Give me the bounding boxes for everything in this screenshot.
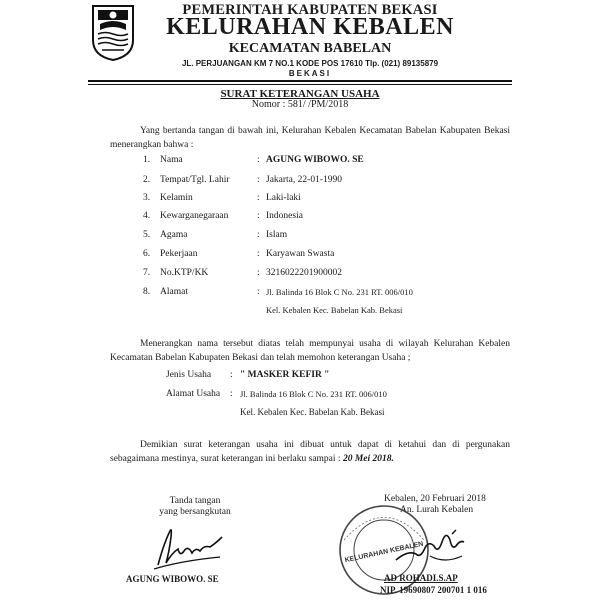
field-separator: : <box>257 193 260 203</box>
applicant-handwritten-signature <box>150 523 230 573</box>
field-label: Alamat <box>160 287 188 297</box>
intro-text: Yang bertanda tangan di bawah ini, Kelurahan Kebalen Kecamatan Babelan Kabupaten Bekasi menerangkan bahwa : <box>110 126 510 150</box>
business-type-label: Jenis Usaha <box>166 370 212 380</box>
field-number: 6. <box>143 249 151 259</box>
stamp-text: KELURAHAN KEBALEN <box>344 540 425 565</box>
closing-paragraph <box>110 438 510 466</box>
field-value-address: Jl. Balinda 16 Blok C No. 231 RT. 006/010 <box>266 287 413 297</box>
field-separator: : <box>230 370 233 380</box>
business-type-value: " MASKER KEFIR " <box>240 370 330 380</box>
field-number: 8. <box>143 287 151 297</box>
applicant-name: AGUNG WIBOWO. SE <box>126 574 219 584</box>
field-number: 1. <box>143 155 151 165</box>
business-address-value: Jl. Balinda 16 Blok C No. 231 RT. 006/010 <box>240 389 387 399</box>
regency-emblem-logo <box>90 4 136 62</box>
field-label: Tempat/Tgl. Lahir <box>160 175 230 185</box>
field-number: 4. <box>143 211 151 221</box>
field-value-id-number: 3216022201900002 <box>266 268 342 278</box>
field-number: 5. <box>143 230 151 240</box>
official-nip: NIP. 19690807 200701 1 016 <box>380 585 487 595</box>
letterhead-city: BEKASI <box>288 69 332 78</box>
applicant-signature-caption-2: yang bersangkutan <box>159 507 231 517</box>
field-separator: : <box>257 268 260 278</box>
official-handwritten-signature <box>390 520 470 572</box>
field-label: Kelamin <box>160 193 193 203</box>
field-value-gender: Laki-laki <box>266 193 301 203</box>
document-number: Nomor : 581/ /PM/2018 <box>251 99 349 110</box>
field-value-name: AGUNG WIBOWO. SE <box>266 155 364 165</box>
field-value-occupation: Karyawan Swasta <box>266 249 335 259</box>
official-name: AD ROHADI.S.AP <box>384 573 458 583</box>
statement-text: Menerangkan nama tersebut diatas telah mempunyai usaha di wilayah Kelurahan Kebalen Kecamatan Babelan Kabupaten Bekasi dan telah memohon keterangan Usaha ; <box>110 339 510 363</box>
field-separator: : <box>257 155 260 165</box>
document-title: SURAT KETERANGAN USAHA <box>220 88 380 100</box>
official-title: An. Lurah Kebalen <box>400 505 474 515</box>
field-number: 2. <box>143 175 151 185</box>
field-value-birth: Jakarta, 22-01-1990 <box>266 175 342 185</box>
business-address-label: Alamat Usaha <box>166 389 221 399</box>
letterhead-divider-thick <box>88 80 512 82</box>
field-label: Kewarganegaraan <box>160 211 229 221</box>
field-separator: : <box>257 287 260 297</box>
field-label: Nama <box>160 155 183 165</box>
letterhead-address: JL. PERJUANGAN KM 7 NO.1 KODE POS 17610 Tlp. (021) 89135879 <box>181 59 439 68</box>
letterhead-divider-thin <box>88 84 512 85</box>
letterhead-kecamatan: KECAMATAN BABELAN <box>228 41 392 56</box>
field-separator: : <box>257 230 260 240</box>
field-separator: : <box>230 389 233 399</box>
field-separator: : <box>257 211 260 221</box>
letterhead-government: PEMERINTAH KABUPATEN BEKASI <box>182 2 438 18</box>
business-address-line2: Kel. Kebalen Kec. Babelan Kab. Bekasi <box>240 407 385 417</box>
field-value-religion: Islam <box>266 230 288 240</box>
field-value-nationality: Indonesia <box>266 211 303 221</box>
field-label: Pekerjaan <box>160 249 198 259</box>
place-date: Kebalen, 20 Februari 2018 <box>384 494 486 504</box>
field-number: 3. <box>143 193 151 203</box>
applicant-signature-caption: Tanda tangan <box>169 496 221 506</box>
closing-text: Demikian surat keterangan usaha ini dibuat untuk dapat di ketahui dan di pergunakan sebagaimana mestinya, surat keterangan ini berlaku sampai : <box>110 440 510 464</box>
field-value-address-line2: Kel. Kebalen Kec. Babelan Kab. Bekasi <box>266 305 403 315</box>
field-number: 7. <box>143 268 151 278</box>
field-label: Agama <box>160 230 188 240</box>
statement-paragraph <box>110 337 510 365</box>
field-separator: : <box>257 249 260 259</box>
validity-deadline: 20 Mei 2018. <box>342 454 394 464</box>
intro-paragraph <box>110 124 510 152</box>
letterhead-kelurahan: KELURAHAN KEBALEN <box>166 14 454 40</box>
field-separator: : <box>257 175 260 185</box>
field-label: No.KTP/KK <box>160 268 209 278</box>
